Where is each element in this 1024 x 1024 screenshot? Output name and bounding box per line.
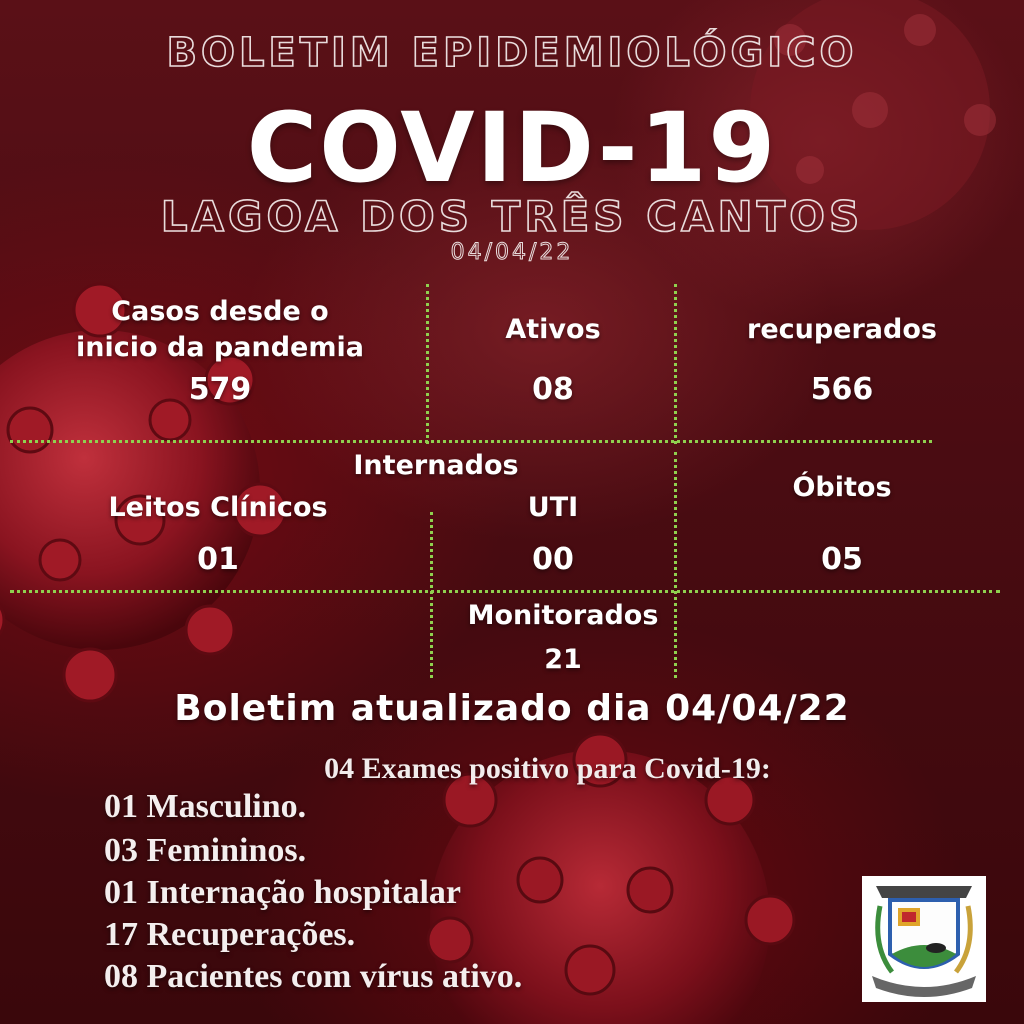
icu-label: UTI bbox=[527, 492, 579, 523]
bulletin-subtitle: BOLETIM EPIDEMIOLÓGICO bbox=[166, 30, 858, 76]
update-notice: Boletim atualizado dia 04/04/22 bbox=[174, 688, 850, 729]
clinical-beds-label: Leitos Clínicos bbox=[108, 492, 328, 523]
monitored-label: Monitorados bbox=[467, 600, 659, 631]
active-label: Ativos bbox=[505, 314, 601, 345]
grid-line-vertical-3 bbox=[430, 512, 433, 678]
cases-value: 579 bbox=[188, 372, 252, 407]
exam-line-recoveries: 17 Recuperações. bbox=[104, 916, 356, 953]
recovered-label: recuperados bbox=[747, 314, 937, 345]
monitored-value: 21 bbox=[544, 644, 582, 675]
cases-label-line2: inicio da pandemia bbox=[76, 332, 364, 363]
grid-line-vertical-2 bbox=[674, 284, 677, 444]
grid-line-horizontal-1 bbox=[10, 440, 932, 443]
hospitalized-label: Internados bbox=[353, 450, 519, 481]
exam-line-hospitalization: 01 Internação hospitalar bbox=[104, 874, 461, 911]
clinical-beds-value: 01 bbox=[197, 542, 239, 577]
grid-line-horizontal-2 bbox=[10, 590, 1000, 593]
grid-line-vertical-1 bbox=[426, 284, 429, 444]
page-title: COVID-19 bbox=[246, 92, 778, 204]
recovered-value: 566 bbox=[810, 372, 874, 407]
cases-label-line1: Casos desde o bbox=[111, 296, 329, 327]
deaths-value: 05 bbox=[821, 542, 863, 577]
exam-line-active: 08 Pacientes com vírus ativo. bbox=[104, 958, 523, 995]
municipal-crest-logo bbox=[862, 876, 986, 1002]
exam-line-female: 03 Femininos. bbox=[104, 832, 307, 869]
deaths-label: Óbitos bbox=[792, 472, 892, 503]
city-name: LAGOA DOS TRÊS CANTOS bbox=[160, 192, 864, 241]
active-value: 08 bbox=[532, 372, 574, 407]
exams-heading: 04 Exames positivo para Covid-19: bbox=[324, 752, 771, 785]
exam-line-male: 01 Masculino. bbox=[104, 788, 307, 825]
bulletin-date: 04/04/22 bbox=[450, 240, 574, 265]
icu-value: 00 bbox=[532, 542, 574, 577]
